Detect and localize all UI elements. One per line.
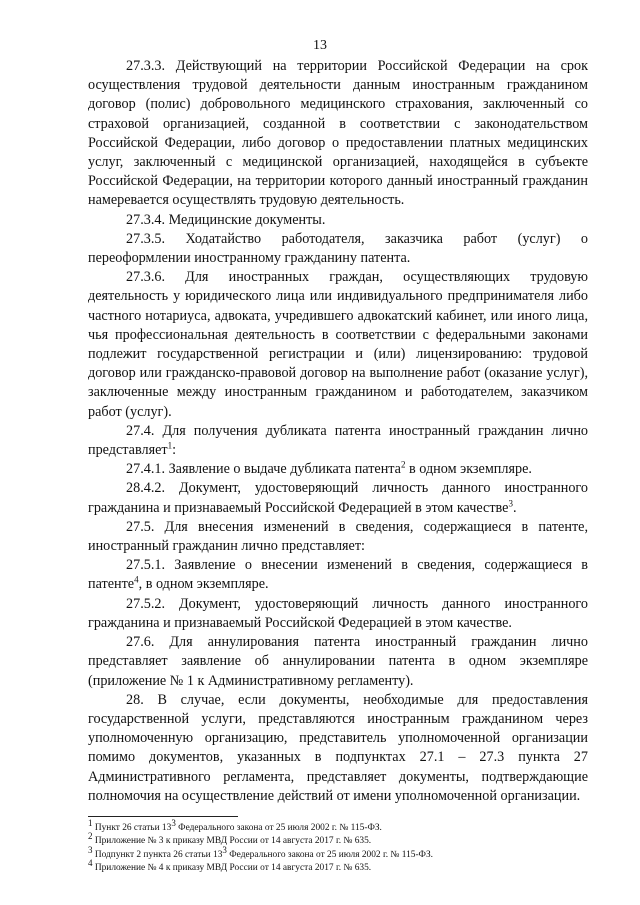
page-number: 13 <box>313 38 327 53</box>
paragraph-27-5-2: 27.5.2. Документ, удостоверяющий личность данного иностранного гражданина и признаваемый Российской Федерацией в этом качестве. <box>88 595 588 631</box>
paragraph-28: 28. В случае, если документы, необходимые для предоставления государственной услуги, представляются иностранным гражданином через уполномоченную организацию, представитель уполномоченной организации помимо документов, указанных в подпунктах 27.1 – 27.3 пункта 27 Административного регламента, представляет документы, подтверждающие полномочия на осуществление действий от имени уполномоченной организации. <box>88 691 588 804</box>
paragraph-27-3-6: 27.3.6. Для иностранных граждан, осуществляющих трудовую деятельность у юридического лица или индивидуального предпринимателя либо частного нотариуса, адвоката, учредившего адвокатский кабинет, или иного лица, чья профессиональная деятельность в соответствии с федеральными законами подлежит государственной регистрации и (или) лицензированию: трудовой договор или гражданско-правовой договор на выполнение работ (оказание услуг), заключенные между иностранным гражданином и работодателем, заказчиком работ (услуг). <box>88 269 588 420</box>
footnote-3: $^3$ Подпункт 2 пункта 26 статьи $13^3$ Федерального закона от 25 июля 2002 г. № 115-ФЗ. <box>88 844 434 860</box>
footnote-ref-2[interactable]: 2 <box>400 459 406 470</box>
footnote-ref-3[interactable]: 3 <box>508 497 513 508</box>
paragraph-27-5-1: 27.5.1. Заявление о внесении изменений в сведения, содержащиеся в патенте$^4$, в одном экземпляре. <box>88 557 588 593</box>
footnote-1: $^1$ Пункт 26 статьи $13^3$ Федерального закона от 25 июля 2002 г. № 115-ФЗ. <box>88 817 382 833</box>
paragraph-27-4-1: 27.4.1. Заявление о выдаче дубликата патента$^2$ в одном экземпляре. <box>126 459 532 478</box>
paragraph-28-4-2: 28.4.2. Документ, удостоверяющий личность данного иностранного гражданина и признаваемый Российской Федерацией в этом качестве$^3$. <box>88 480 588 516</box>
footnote-ref-1[interactable]: 1 <box>167 440 173 451</box>
document-body <box>88 57 588 806</box>
paragraph-27-3-4: 27.3.4. Медицинские документы. <box>126 211 326 228</box>
paragraph-27-5: 27.5. Для внесения изменений в сведения, содержащиеся в патенте, иностранный гражданин лично представляет: <box>88 518 588 555</box>
paragraph-27-6: 27.6. Для аннулирования патента иностранный гражданин лично представляет заявление об аннулировании патента в одном экземпляре (приложение № 1 к Административному регламенту). <box>88 634 588 689</box>
footnote-divider <box>88 816 238 817</box>
paragraph-27-4: 27.4. Для получения дубликата патента иностранный гражданин лично представляет$^1$: <box>88 422 588 459</box>
footnotes <box>88 817 588 876</box>
footnote-2: $^2$ Приложение № 3 к приказу МВД России от 14 августа 2017 г. № 635. <box>88 831 372 847</box>
paragraph-27-3-3: 27.3.3. Действующий на территории Российской Федерации на срок осуществления трудовой деятельности данным иностранным гражданином договор (полис) добровольного медицинского страхования, заключенный со страховой организацией, созданной в соответствии с законодательством Российской Федерации, либо договор о предоставлении платных медицинских услуг, заключенный с медицинской организацией, находящейся в субъекте Российской Федерации, на территории которого данный иностранный гражданин намеревается осуществлять трудовую деятельность. <box>88 58 588 209</box>
footnote-4: $^4$ Приложение № 4 к приказу МВД России от 14 августа 2017 г. № 635. <box>88 858 372 874</box>
paragraph-27-3-5: 27.3.5. Ходатайство работодателя, заказчика работ (услуг) о переоформлении иностранному гражданину патента. <box>88 230 588 267</box>
footnote-ref-4[interactable]: 4 <box>134 574 139 585</box>
